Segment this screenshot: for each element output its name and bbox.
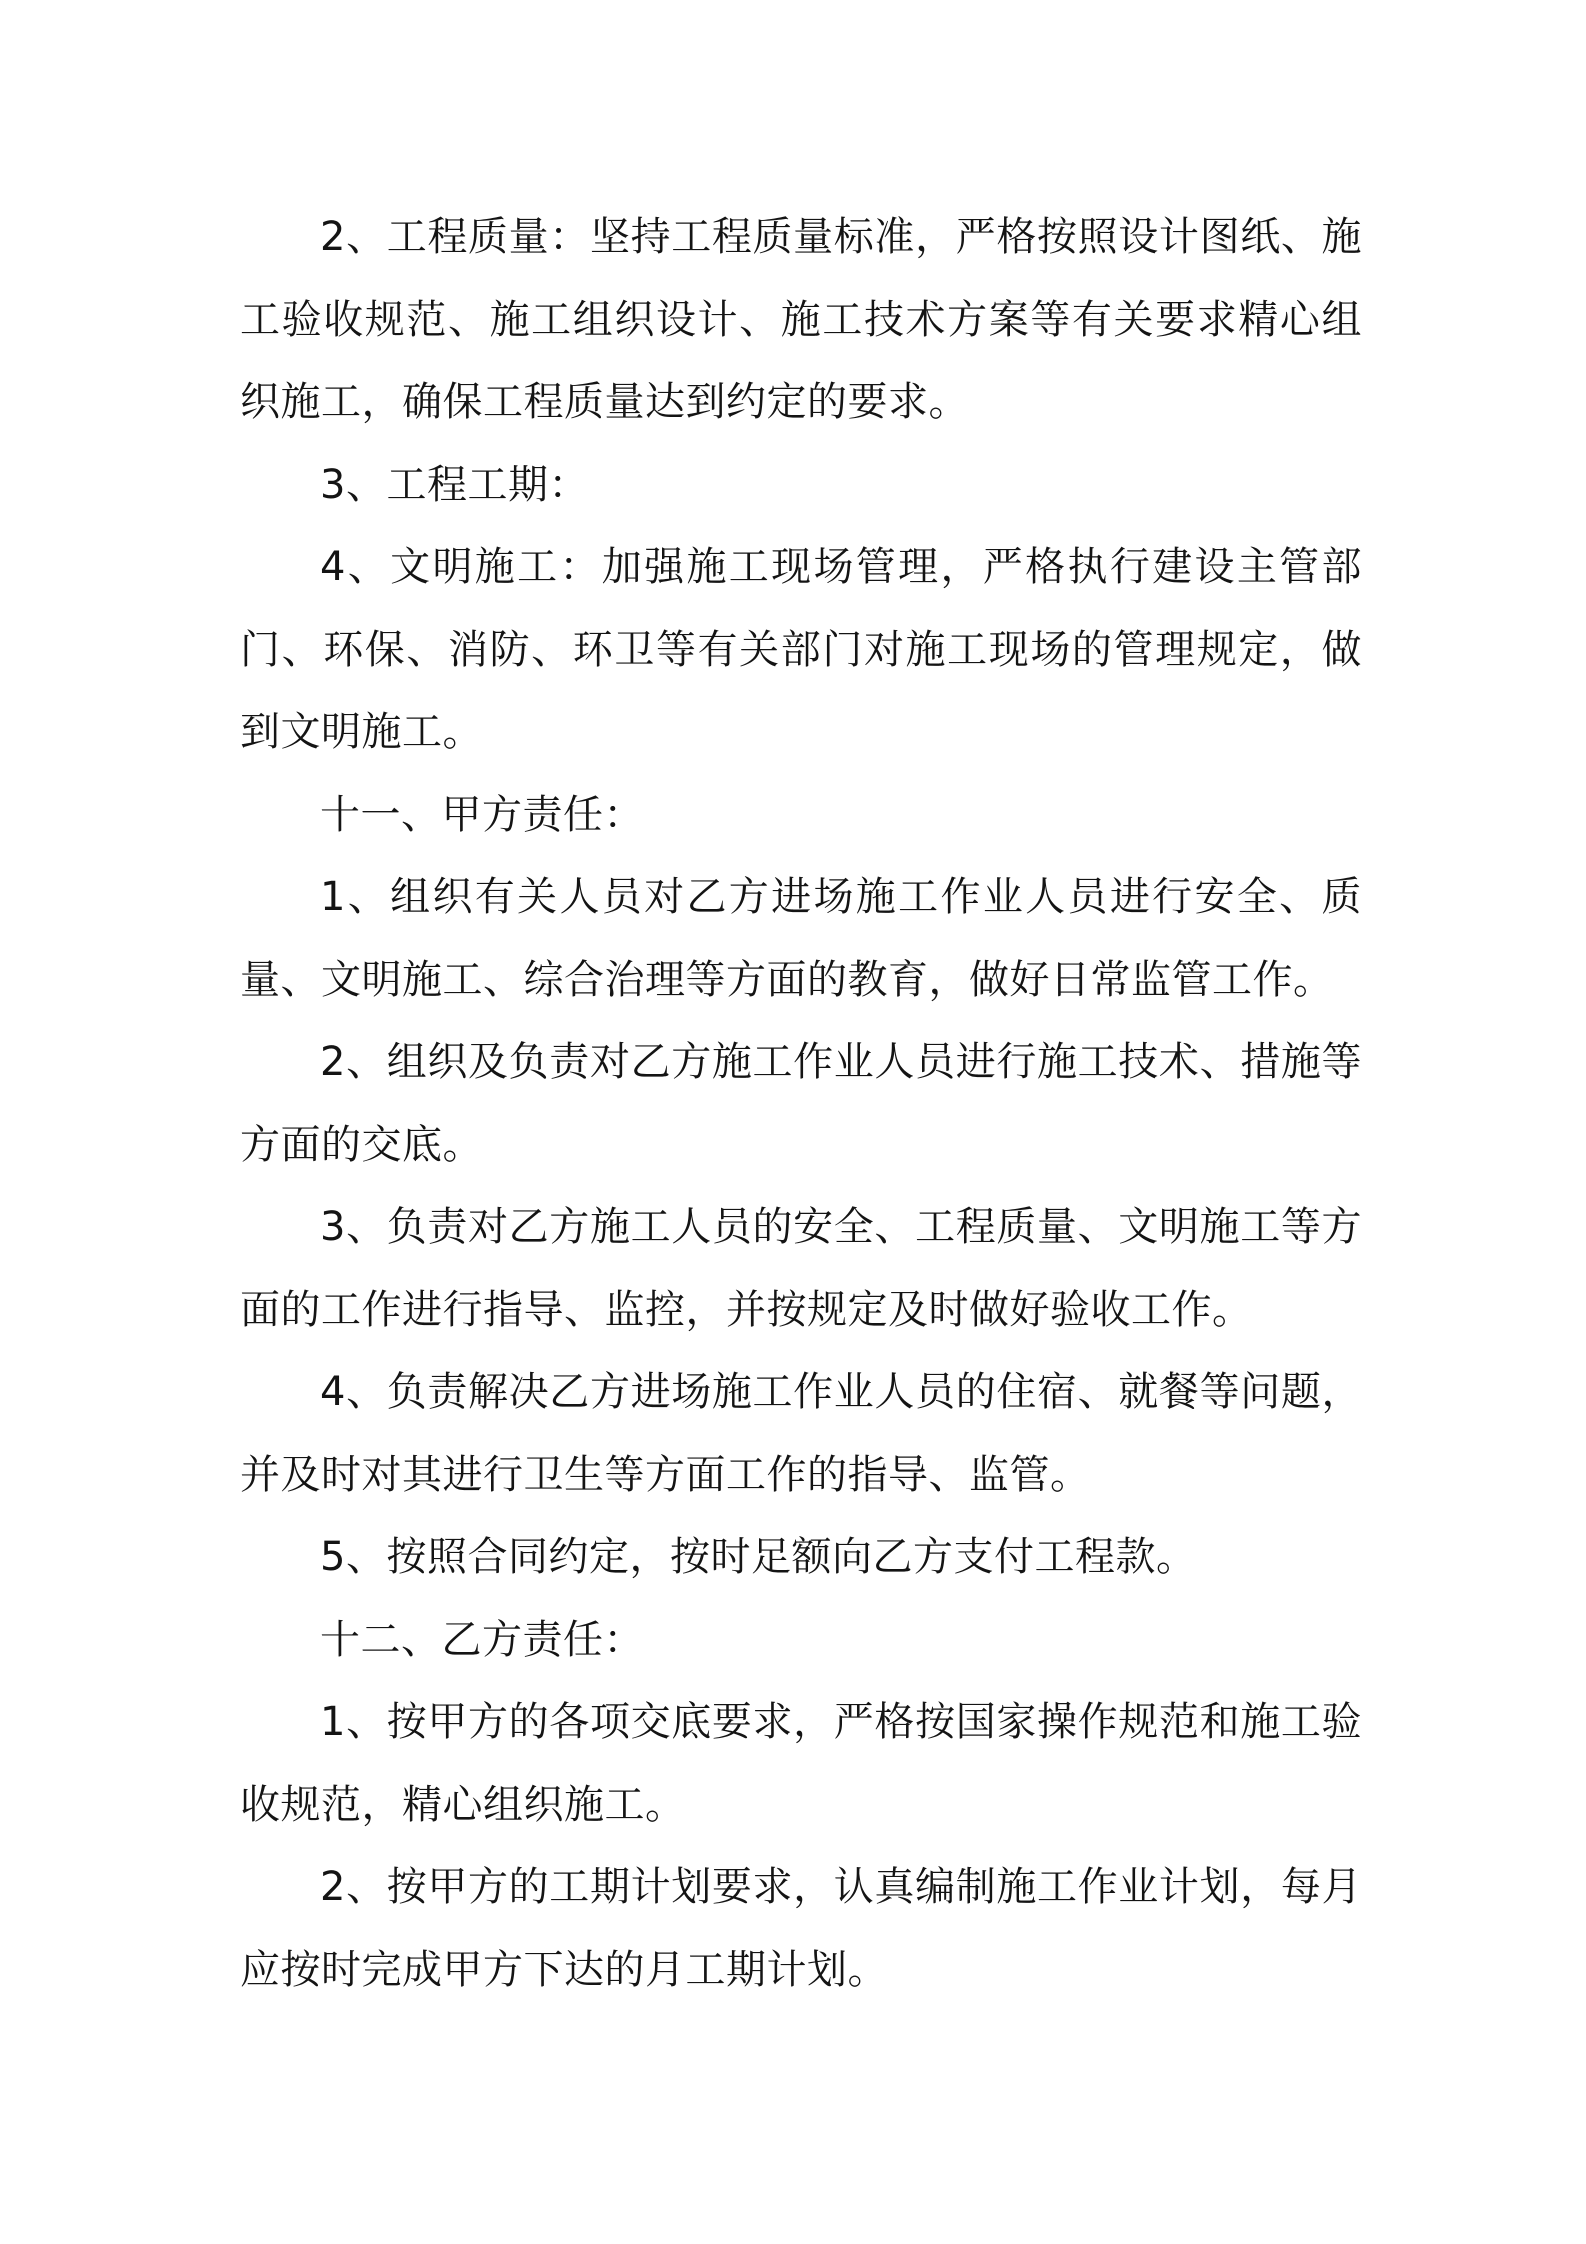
- paragraph-civilized-construction: 4、文明施工：加强施工现场管理，严格执行建设主管部门、环保、消防、环卫等有关部门对施工现场的管理规定，做到文明施工。: [240, 544, 1362, 755]
- paragraph-party-b-1: 1、按甲方的各项交底要求，严格按国家操作规范和施工验收规范，精心组织施工。: [240, 1699, 1362, 1828]
- section-heading-party-b: 十二、乙方责任：: [320, 1616, 644, 1663]
- paragraph-party-a-1: 1、组织有关人员对乙方进场施工作业人员进行安全、质量、文明施工、综合治理等方面的教育，做好日常监管工作。: [240, 874, 1362, 1003]
- paragraph-party-a-4: 4、负责解决乙方进场施工作业人员的住宿、就餐等问题，并及时对其进行卫生等方面工作的指导、监管。: [240, 1369, 1362, 1498]
- paragraph-party-b-2: 2、按甲方的工期计划要求，认真编制施工作业计划，每月应按时完成甲方下达的月工期计划。: [240, 1864, 1362, 1993]
- paragraph-party-a-5: 5、按照合同约定，按时足额向乙方支付工程款。: [320, 1534, 1197, 1580]
- section-heading-party-a: 十一、甲方责任：: [320, 791, 644, 838]
- paragraph-party-a-2: 2、组织及负责对乙方施工作业人员进行施工技术、措施等方面的交底。: [240, 1039, 1362, 1168]
- paragraph-schedule: 3、工程工期：: [320, 461, 589, 508]
- paragraph-quality: 2、工程质量：坚持工程质量标准，严格按照设计图纸、施工验收规范、施工组织设计、施工技术方案等有关要求精心组织施工，确保工程质量达到约定的要求。: [240, 214, 1362, 425]
- document-body: [240, 196, 1362, 2011]
- paragraph-party-a-3: 3、负责对乙方施工人员的安全、工程质量、文明施工等方面的工作进行指导、监控，并按规定及时做好验收工作。: [240, 1204, 1362, 1333]
